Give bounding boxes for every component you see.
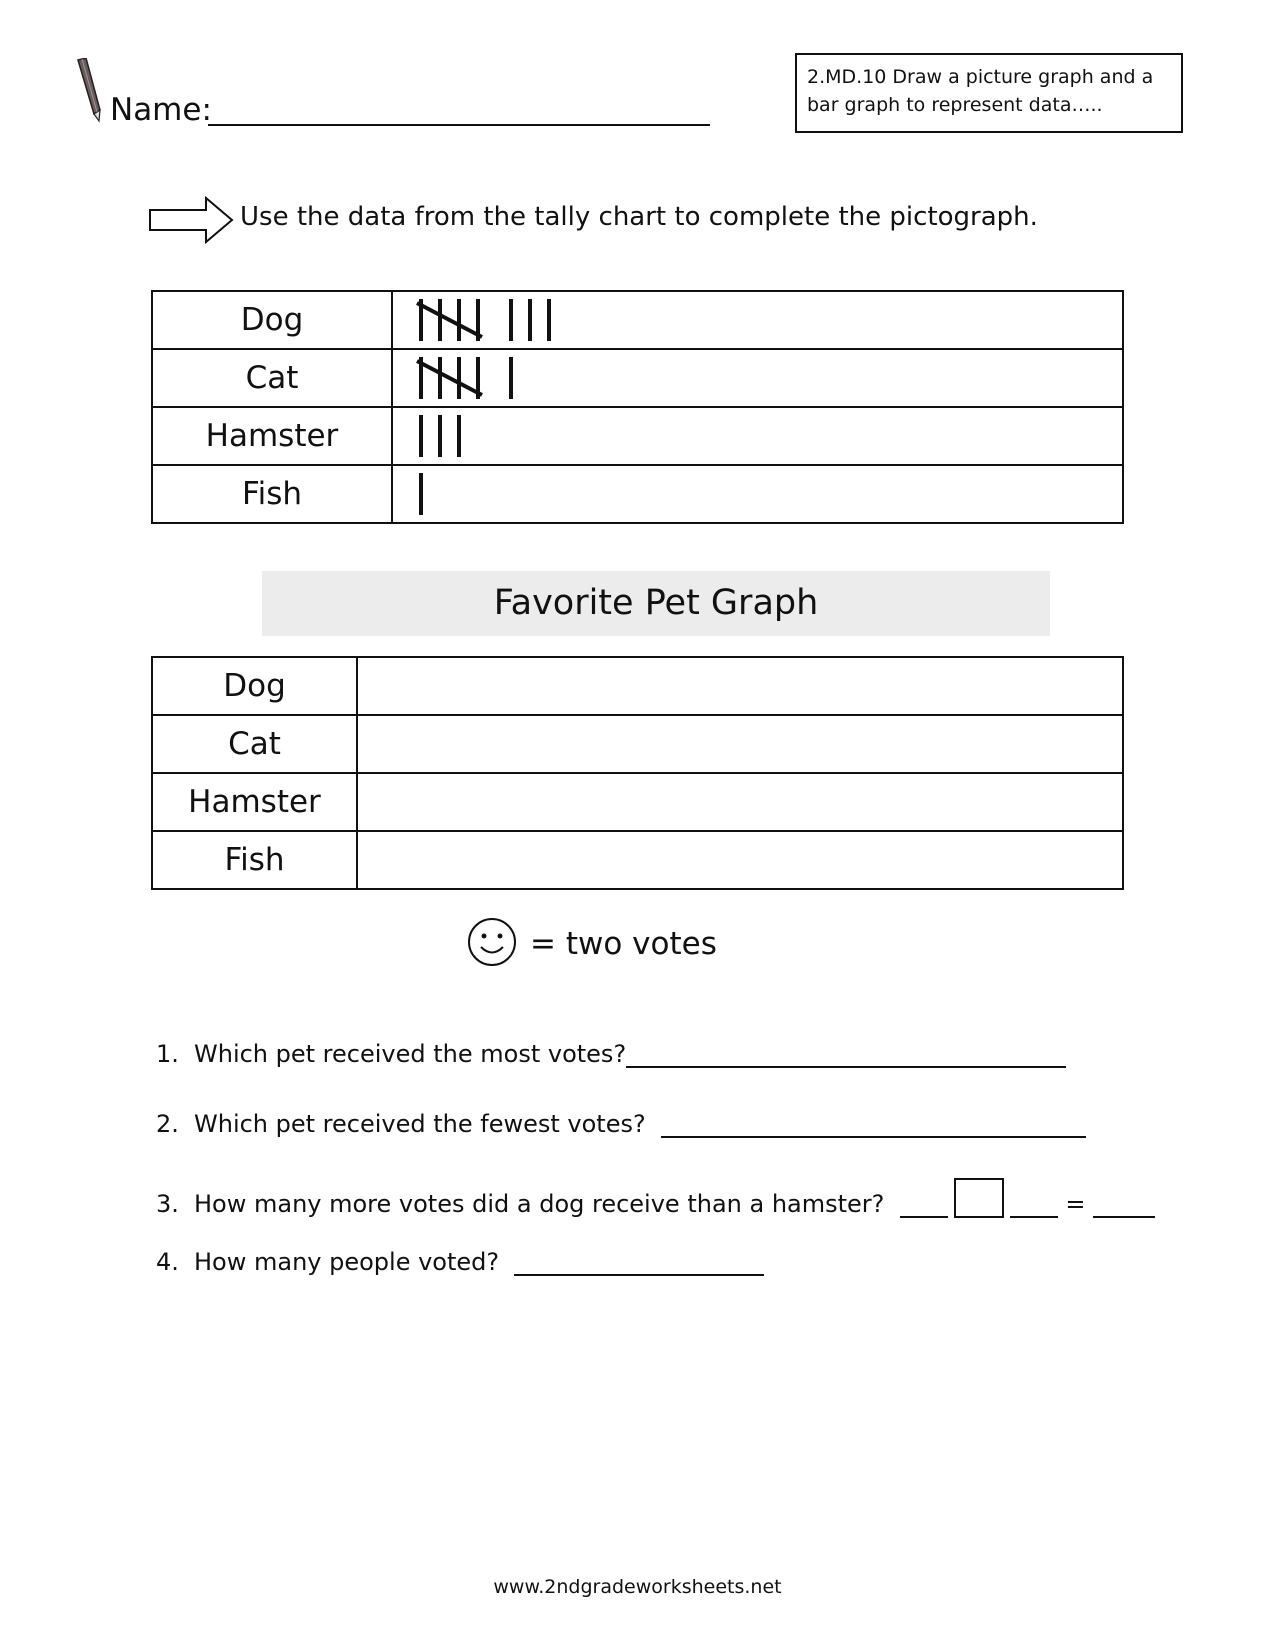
equals-sign: = <box>1065 1190 1086 1218</box>
footer-url: www.2ndgradeworksheets.net <box>493 1576 782 1598</box>
pictograph-row-label: Cat <box>152 715 357 773</box>
answer-line[interactable] <box>661 1110 1086 1138</box>
question-text: How many more votes did a dog receive than a hamster? <box>194 1190 885 1218</box>
question-number: 3. <box>156 1190 179 1218</box>
tally-row-label: Hamster <box>152 407 392 465</box>
pictograph-row-hamster <box>152 773 1123 831</box>
tally-marks <box>415 351 615 405</box>
tally-cross-stroke <box>417 361 482 395</box>
tally-cross-stroke <box>417 303 482 337</box>
tally-marks-cell <box>392 407 1123 465</box>
question-number: 4. <box>156 1248 179 1276</box>
tally-marks <box>415 409 615 463</box>
answer-line-second[interactable] <box>1010 1190 1058 1218</box>
tally-row-label: Fish <box>152 465 392 523</box>
pictograph-row-label: Dog <box>152 657 357 715</box>
pictograph-empty-cell[interactable] <box>357 715 1123 773</box>
name-label: Name: <box>110 92 212 128</box>
pictograph-row-dog <box>152 657 1123 715</box>
tally-marks-cell <box>392 465 1123 523</box>
answer-line-first[interactable] <box>900 1190 948 1218</box>
question-text: How many people voted? <box>194 1248 500 1276</box>
pictograph-empty-cell[interactable] <box>357 657 1123 715</box>
question-3 <box>156 1178 1155 1218</box>
pictograph-empty-cell[interactable] <box>357 773 1123 831</box>
question-number: 1. <box>156 1040 179 1068</box>
standard-box: 2.MD.10 Draw a picture graph and a bar graph to represent data….. <box>795 53 1183 133</box>
question-2 <box>156 1110 1086 1138</box>
answer-line[interactable] <box>514 1248 764 1276</box>
pictograph-row-fish <box>152 831 1123 889</box>
arrow-right-icon <box>148 196 234 244</box>
pictograph-row-cat <box>152 715 1123 773</box>
tally-marks <box>415 467 615 521</box>
tally-row-label: Dog <box>152 291 392 349</box>
question-text: Which pet received the most votes? <box>194 1040 627 1068</box>
answer-line-result[interactable] <box>1093 1190 1155 1218</box>
pictograph-empty-cell[interactable] <box>357 831 1123 889</box>
pictograph-row-label: Hamster <box>152 773 357 831</box>
tally-row-cat <box>152 349 1123 407</box>
instruction-text: Use the data from the tally chart to complete the pictograph. <box>240 202 1038 232</box>
graph-title: Favorite Pet Graph <box>262 571 1050 636</box>
operator-box[interactable] <box>954 1178 1004 1218</box>
tally-chart <box>151 290 1124 524</box>
pictograph-row-label: Fish <box>152 831 357 889</box>
question-text: Which pet received the fewest votes? <box>194 1110 646 1138</box>
question-number: 2. <box>156 1110 179 1138</box>
tally-row-fish <box>152 465 1123 523</box>
tally-row-label: Cat <box>152 349 392 407</box>
question-1 <box>156 1040 1066 1068</box>
pictograph-table <box>151 656 1124 890</box>
pencil-icon <box>72 58 104 124</box>
tally-row-dog <box>152 291 1123 349</box>
tally-marks <box>415 293 615 347</box>
question-4 <box>156 1248 764 1276</box>
tally-marks-cell <box>392 291 1123 349</box>
smiley-face-icon <box>466 916 518 968</box>
tally-marks-cell <box>392 349 1123 407</box>
name-input-line[interactable] <box>208 124 710 126</box>
answer-line[interactable] <box>626 1040 1066 1068</box>
key-text: = two votes <box>530 926 717 962</box>
tally-row-hamster <box>152 407 1123 465</box>
